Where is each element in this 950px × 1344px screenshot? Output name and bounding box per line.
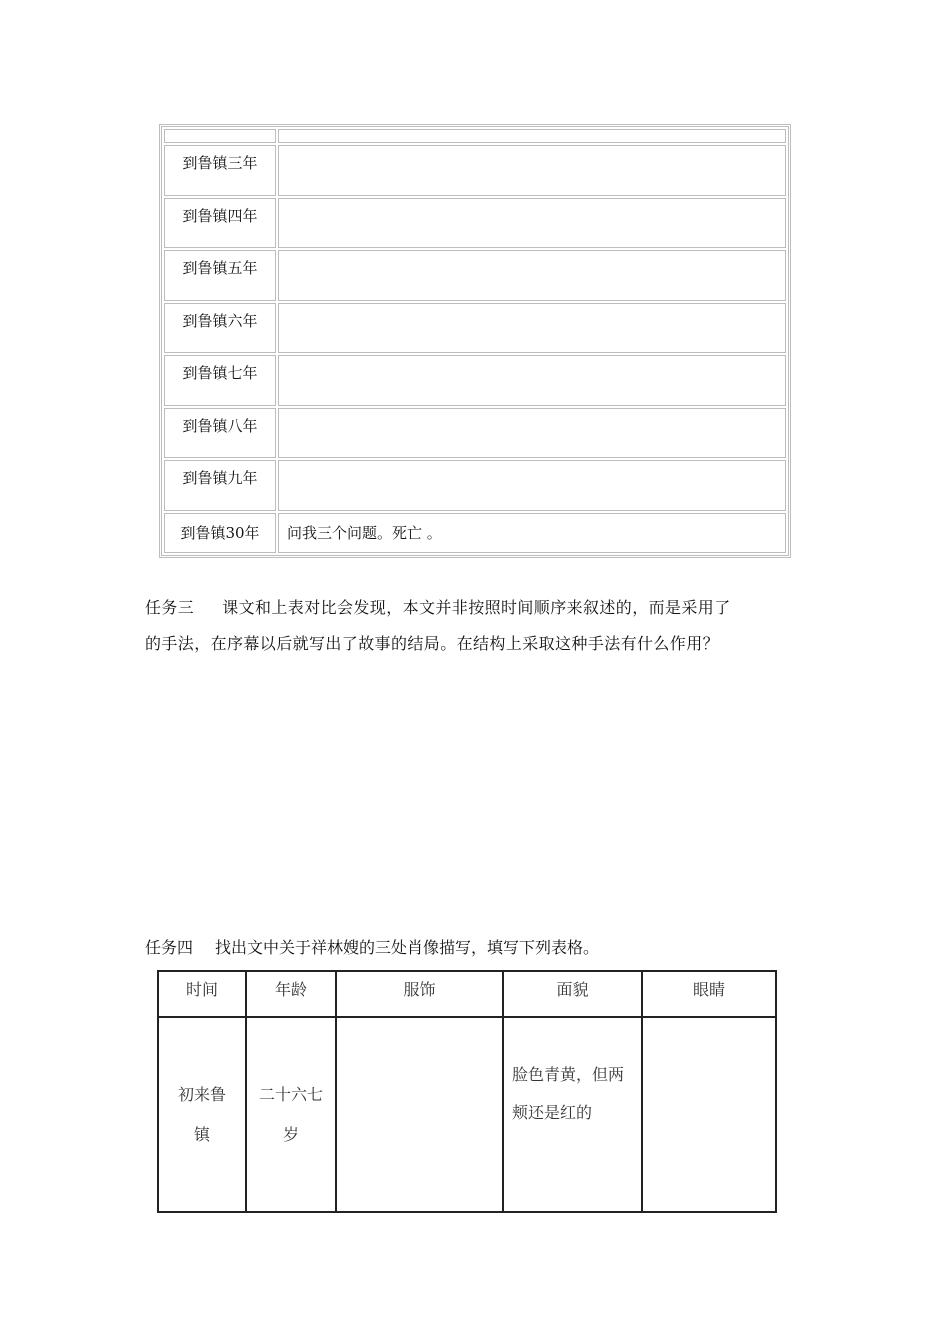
table-row [164,250,786,301]
year-cell: 到鲁镇四年 [164,198,276,249]
face-cell [503,1017,642,1212]
year-cell: 到鲁镇五年 [164,250,276,301]
table-row [164,460,786,511]
portrait-table [157,970,777,1213]
year-cell: 到鲁镇三年 [164,145,276,196]
event-cell [278,145,786,196]
table-row [164,513,786,553]
year-cell: 到鲁镇七年 [164,355,276,406]
event-cell [278,460,786,511]
year-cell: 到鲁镇九年 [164,460,276,511]
task3-line2: 的手法，在序幕以后就写出了故事的结局。在结构上采取这种手法有什么作用？ [145,634,720,653]
table-row [164,145,786,196]
task3-paragraph [145,590,810,662]
year-cell: 到鲁镇六年 [164,303,276,354]
table-row [164,129,786,143]
header-clothing: 服饰 [336,971,503,1017]
table-row [158,1017,776,1212]
year-cell: 到鲁镇八年 [164,408,276,459]
timeline-table [159,124,791,558]
header-time: 时间 [158,971,246,1017]
face-text: 颊还是红的 [512,1103,593,1122]
header-face: 面貌 [503,971,642,1017]
task3-line1: 课文和上表对比会发现，本文并非按照时间顺序来叙述的，而是采用了 [222,598,731,617]
table-row [164,303,786,354]
task4-text: 找出文中关于祥林嫂的三处肖像描写，填写下列表格。 [215,938,600,957]
year-cell: 到鲁镇30年 [164,513,276,553]
time-text: 初来鲁 [177,1084,226,1104]
event-cell [278,198,786,249]
table-row [164,198,786,249]
event-cell [278,355,786,406]
age-text: 二十六七 [258,1084,323,1104]
event-cell [278,408,786,459]
face-text: 脸色青黄，但两 [512,1065,625,1084]
event-cell [278,303,786,354]
age-text: 岁 [282,1124,299,1144]
task4-paragraph [145,930,810,966]
task3-label: 任务三 [145,598,195,617]
time-cell [158,1017,246,1212]
year-cell [164,129,276,143]
timeline-grid [162,127,788,555]
event-cell: 问我三个问题。死亡 。 [278,513,786,553]
eyes-cell [642,1017,776,1212]
event-cell [278,129,786,143]
event-cell [278,250,786,301]
header-row [158,971,776,1017]
table-row [164,408,786,459]
table-row [164,355,786,406]
age-cell [246,1017,336,1212]
time-text: 镇 [193,1124,210,1144]
header-eyes: 眼睛 [642,971,776,1017]
header-age: 年龄 [246,971,336,1017]
task4-label: 任务四 [145,938,194,957]
clothing-cell [336,1017,503,1212]
